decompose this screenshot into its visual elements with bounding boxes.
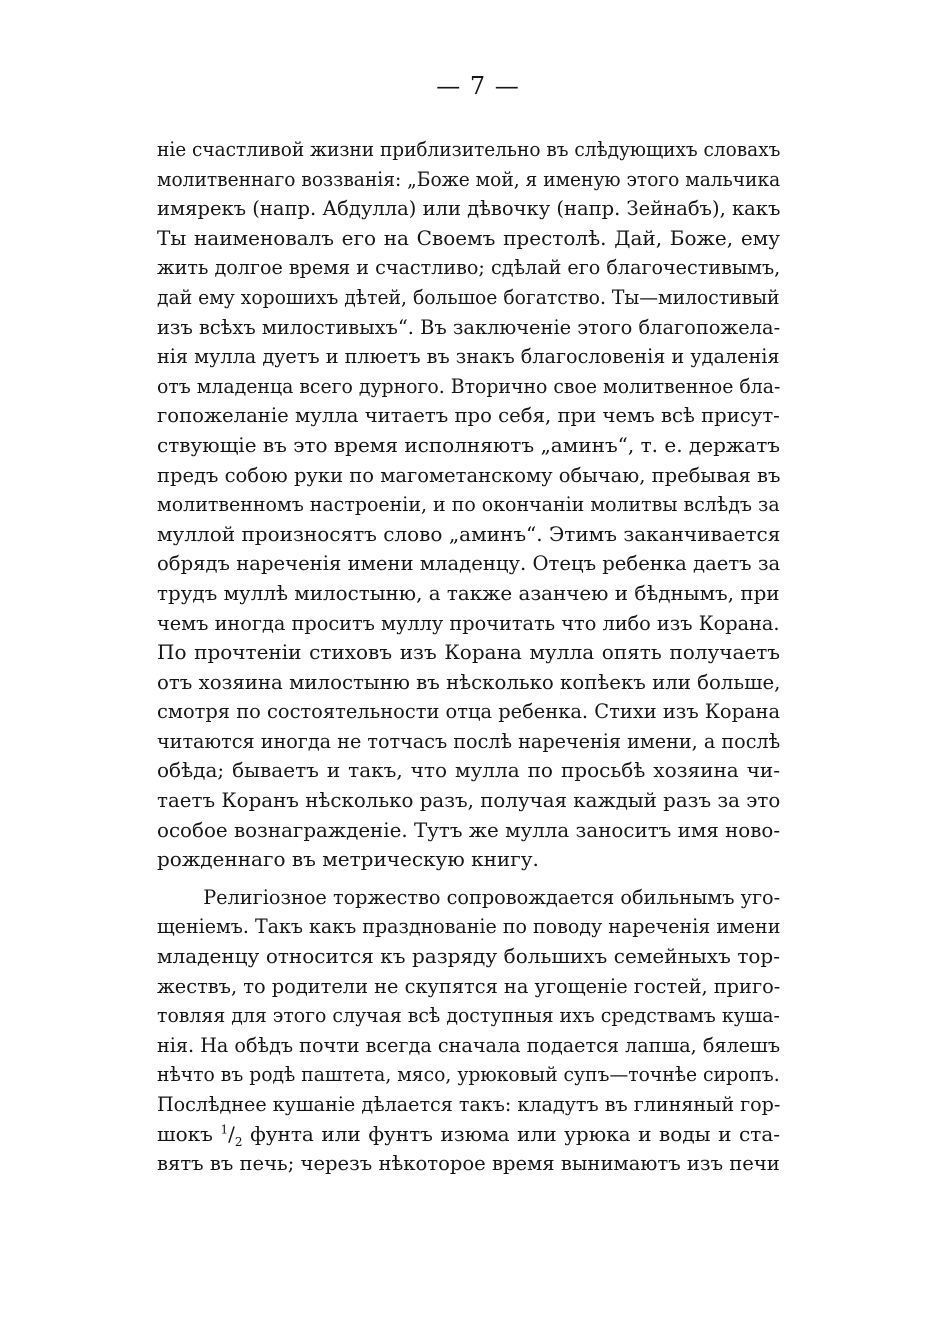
fraction-after-text: фунта или фунтъ изюма или урюка и воды и ста- <box>242 1121 781 1146</box>
text-line: читаются иногда не тотчасъ послѣ нареченія имени, а послѣ <box>157 728 781 753</box>
text-line: Ты наименовалъ его на Своемъ престолѣ. Дай, Боже, ему <box>157 225 780 250</box>
text-line: смотря по состоятельности отца ребенка. Стихи изъ Корана <box>157 699 781 724</box>
text-line-with-fraction <box>157 1120 780 1150</box>
paragraph-1 <box>157 135 780 875</box>
fraction-numerator: 1 <box>220 1121 229 1136</box>
text-line: муллой произносятъ слово „аминъ“. Этимъ заканчивается <box>157 521 781 546</box>
page-number: — 7 — <box>436 72 520 100</box>
text-line: младенцу относится къ разряду большихъ семейныхъ тор- <box>157 944 780 969</box>
fraction-denominator: 2 <box>234 1134 243 1149</box>
text-line: обѣда; бываетъ и такъ, что мулла по просьбѣ хозяина чи- <box>157 758 780 783</box>
text-line: дай ему хорошихъ дѣтей, большое богатство. Ты—милостивый <box>157 284 780 309</box>
text-line: жествъ, то родители не скупятся на угощеніе гостей, приго- <box>157 973 781 998</box>
text-line: нія. На обѣдъ почти всегда сначала подается лапша, бялешъ <box>157 1032 781 1057</box>
text-line: По прочтеніи стиховъ изъ Корана мулла опять получаетъ <box>157 640 780 665</box>
text-line: товляя для этого случая всѣ доступныя ихъ средствамъ куша- <box>157 1003 780 1028</box>
fraction-before-text: шокъ <box>157 1121 221 1146</box>
text-line: нѣчто въ родѣ паштета, мясо, урюковый супъ—точнѣе сиропъ. <box>157 1062 780 1087</box>
text-line: таетъ Коранъ нѣсколько разъ, получая каждый разъ за это <box>157 788 781 813</box>
text-line: отъ хозяина милостыню въ нѣсколько копѣекъ или больше, <box>157 669 781 694</box>
text-line: ніе счастливой жизни приблизительно въ слѣдующихъ словахъ <box>157 137 781 161</box>
text-line: чемъ иногда проситъ муллу прочитать что либо изъ Корана. <box>157 610 780 635</box>
text-line: предъ собою руки по магометанскому обычаю, пребывая въ <box>157 462 781 487</box>
text-line: щеніемъ. Такъ какъ празднованіе по поводу нареченія имени <box>157 914 781 939</box>
text-line: вятъ въ печь; черезъ нѣкоторое время вынимаютъ изъ печи <box>157 1151 780 1176</box>
text-line: Послѣднее кушаніе дѣлается такъ: кладутъ въ глиняный гор- <box>157 1092 781 1116</box>
text-line: обрядъ нареченія имени младенцу. Отецъ ребенка даетъ за <box>157 551 781 576</box>
text-line: Религіозное торжество сопровождается обильнымъ уго- <box>203 884 781 909</box>
text-line: жить долгое время и счастливо; сдѣлай его благочестивымъ, <box>157 255 781 280</box>
text-line: особое вознагражденіе. Тутъ же мулла заноситъ имя ново- <box>157 817 781 842</box>
text-line: изъ всѣхъ милостивыхъ“. Въ заключеніе этого благопожела- <box>157 314 781 339</box>
paragraph-2 <box>157 883 780 1179</box>
text-line: молитвеннаго воззванія: „Боже мой, я именую этого мальчика <box>157 166 781 191</box>
text-line: рожденнаго въ метрическую книгу. <box>157 847 539 872</box>
text-line: молитвенномъ настроеніи, и по окончаніи молитвы вслѣдъ за <box>157 492 780 517</box>
body-text <box>157 135 780 1179</box>
text-line: гопожеланіе мулла читаетъ про себя, при чемъ всѣ присут- <box>157 403 780 428</box>
text-line: трудъ муллѣ милостыню, а также азанчею и бѣднымъ, при <box>157 580 780 605</box>
text-line: нія мулла дуетъ и плюетъ въ знакъ благословенія и удаленія <box>157 344 780 369</box>
text-line: отъ младенца всего дурного. Вторично свое молитвенное бла- <box>157 373 781 398</box>
text-line: ствующіе въ это время исполняютъ „аминъ“, т. е. держатъ <box>157 432 780 457</box>
text-line: имярекъ (напр. Абдулла) или дѣвочку (напр. Зейнабъ), какъ <box>157 196 781 221</box>
fraction-slash: / <box>228 1121 235 1146</box>
paragraph-gap <box>157 875 780 883</box>
